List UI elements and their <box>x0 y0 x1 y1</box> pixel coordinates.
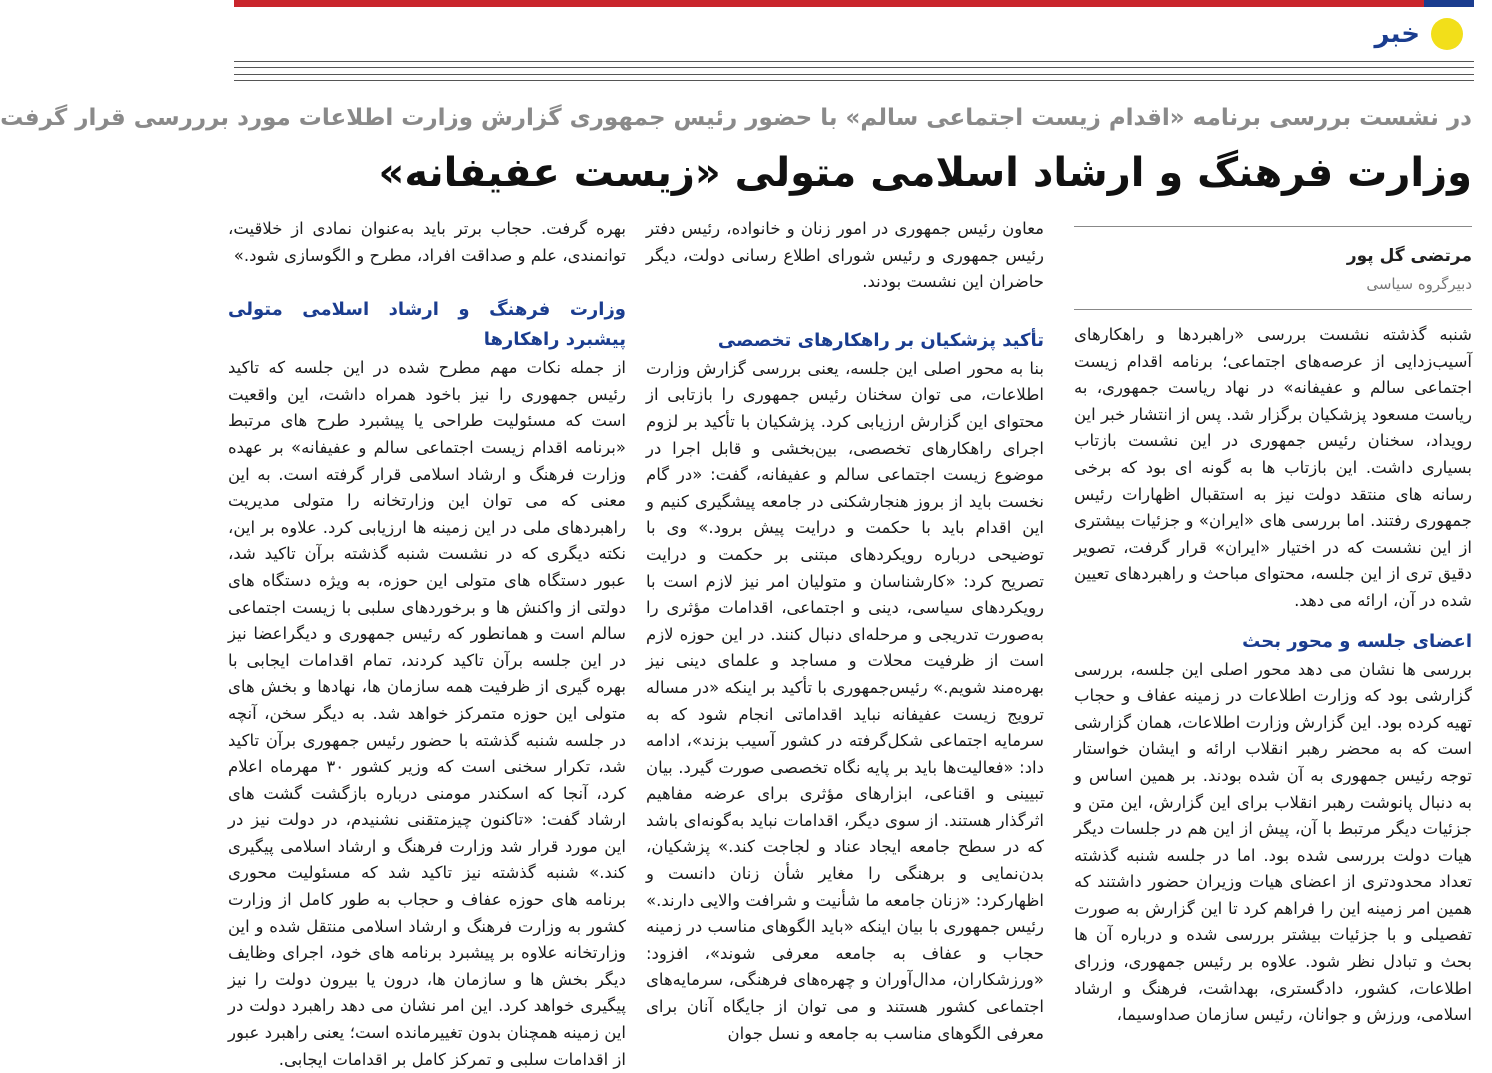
header-rule <box>234 80 1474 81</box>
paragraph: شنبه گذشته نشست بررسی «راهبردها و راهکارهای آسیب‌زدایی از عرصه‌های اجتماعی؛ برنامه اقدام زیست اجتماعی سالم و عفیفانه» در نهاد ریاست جمهوری، به ریاست مسعود پزشکیان برگزار شد. پس از انتشار خبر این رویداد، سخنان رئیس جمهوری در این نشست بازتاب بسیاری داشت. این بازتاب ها به گونه ای بود که برخی رسانه های منتقد دولت نیز به استقبال اظهارات رئیس جمهوری رفتند. اما بررسی های «ایران» و جزئیات بیشتری از این نشست که در اختیار «ایران» قرار گرفت، تصویر دقیق تری از این جلسه، محتوای مباحث و راهبردهای تعیین شده در آن، ارائه می دهد. <box>1074 325 1472 610</box>
column-middle <box>646 216 1044 1046</box>
author-name: مرتضی گل پور <box>1346 246 1472 266</box>
top-color-bar-blue <box>1424 0 1474 7</box>
section-dot-icon <box>1431 18 1463 50</box>
section-label: خبر <box>1374 19 1420 49</box>
header-rule <box>234 61 1474 62</box>
paragraph: بهره گرفت. حجاب برتر باید به‌عنوان نمادی از خلاقیت، توانمندی، علم و صداقت افراد، مطرح و الگوسازی شود.» <box>228 219 626 265</box>
author-role: دبیرگروه سیاسی <box>1366 275 1472 293</box>
paragraph: معاون رئیس جمهوری در امور زنان و خانواده، رئیس دفتر رئیس جمهوری و رئیس شورای اطلاع رسانی دولت، دیگر حاضران این نشست بودند. <box>646 219 1044 292</box>
header-rule <box>234 67 1474 68</box>
subheading: وزارت فرهنگ و ارشاد اسلامی متولی پیشبرد راهکارها <box>228 299 626 351</box>
top-color-bar <box>234 0 1424 7</box>
paragraph: بررسی ها نشان می دهد محور اصلی این جلسه، بررسی گزارشی بود که وزارت اطلاعات در زمینه عفاف و حجاب تهیه کرده بود. این گزارش وزارت اطلاعات، همان گزارشی است که به محضر رهبر انقلاب ارائه و ایشان خواستار توجه رئیس جمهوری به آن شده بودند. بر همین اساس و به دنبال پانوشت رهبر انقلاب برای این گزارش، این متن و جزئیات دیگر مرتبط با آن، پیش از این هم در جلسات دیگر هیات دولت بررسی شده بود. اما در جلسه شنبه گذشته تعداد محدودتری از اعضای هیات وزیران حضور داشتند که همین امر زمینه این را فراهم کرد تا این گزارش به صورت تفصیلی و با جزئیات بیشتر بررسی شده و درباره آن ها بحث و تبادل نظر شود. علاوه بر رئیس جمهوری، وزرای اطلاعات، کشور، دادگستری، بهداشت، فرهنگ و ارشاد اسلامی، ورزش و جوانان، رئیس سازمان صداوسیما، <box>1074 659 1472 1025</box>
subheading: اعضای جلسه و محور بحث <box>1242 630 1472 652</box>
paragraph: از جمله نکات مهم مطرح شده در این جلسه که تاکید رئیس جمهوری را نیز باخود همراه داشت، این واقعیت است که مسئولیت طراحی یا پیشبرد طرح های مرتبط «برنامه اقدام زیست اجتماعی سالم و عفیفانه» بر عهده وزارت فرهنگ و ارشاد اسلامی قرار گرفته است. به این معنی که می توان این وزارتخانه را متولی مدیریت راهبردهای ملی در این زمینه ها ارزیابی کرد. علاوه بر این، نکته دیگری که در نشست شنبه گذشته برآن تاکید شد، عبور دستگاه های متولی این حوزه، به ویژه دستگاه های دولتی از واکنش ها و برخوردهای سلبی با زیست اجتماعی سالم است و همانطور که رئیس جمهوری و دیگراعضا نیز در این جلسه برآن تاکید کردند، تمام اقدامات ایجابی با بهره گیری از ظرفیت همه سازمان ها، نهادها و بخش های متولی این حوزه متمرکز خواهد شد. به دیگر سخن، آنچه در جلسه شنبه گذشته با حضور رئیس جمهوری برآن تاکید شد، تکرار سخنی است که وزیر کشور ۳۰ مهرماه اعلام کرد، آنجا که اسکندر مومنی درباره بازگشت گشت های ارشاد گفت: «تاکنون چیزمتقنی نشنیدم، در دولت نیز در این مورد قرار شد وزارت فرهنگ و ارشاد اسلامی پیگیری کند.» شنبه گذشته نیز تاکید شد که مسئولیت محوری برنامه های حوزه عفاف و حجاب به طور کامل از وزارت کشور به وزارت فرهنگ و ارشاد اسلامی منتقل شده و این وزارتخانه علاوه بر پیشبرد برنامه های خود، اجرای وظایف دیگر بخش ها و سازمان ها، درون یا بیرون دولت را نیز پیگیری خواهد کرد. این امر نشان می دهد راهبرد دولت در این زمینه همچنان بدون تغییرمانده است؛ یعنی راهبرد عبور از اقدامات سلبی و تمرکز کامل بر اقدامات ایجابی. <box>228 358 626 1069</box>
paragraph: بنا به محور اصلی این جلسه، یعنی بررسی گزارش وزارت اطلاعات، می توان سخنان رئیس جمهوری را بازتابی از محتوای این گزارش ارزیابی کرد. پزشکیان با تأکید بر لزوم اجرای راهکارهای تخصصی، بین‌بخشی و قابل اجرا در موضوع زیست اجتماعی سالم و عفیفانه، گفت: «در گام نخست باید از بروز هنجارشکنی در جامعه پیشگیری کنیم و این اقدام باید با حکمت و درایت پیش برود.» وی با توضیحی درباره رویکردهای مبتنی بر حکمت و درایت تصریح کرد: «کارشناسان و متولیان امر نیز لازم است با رویکردهای سیاسی، دینی و اجتماعی، اقدامات مؤثری را به‌صورت تدریجی و مرحله‌ای دنبال کنند. در این حوزه لازم است از ظرفیت محلات و مساجد و علمای دینی نیز بهره‌مند شویم.» رئیس‌جمهوری با تأکید بر اینکه «در مساله ترویج زیست عفیفانه نباید اقداماتی انجام شود که به سرمایه اجتماعی شکل‌گرفته در کشور آسیب بزند»، ادامه داد: «فعالیت‌ها باید بر پایه نگاه تخصصی صورت گیرد. بیان تبیینی و اقناعی، ابزارهای مؤثری برای عرضه مفاهیم اثرگذار هستند. از سوی دیگر، اقدامات نباید به‌گونه‌ای باشد که در سطح جامعه ایجاد عناد و لجاجت کند.» پزشکیان، بدن‌نمایی و برهنگی را مغایر شأن زنان دانست و اظهارکرد: «زنان جامعه ما شأنیت و شرافت والایی دارند.» رئیس جمهوری با بیان اینکه «باید الگوهای مناسب در زمینه حجاب و عفاف به جامعه معرفی شوند»، افزود: «ورزشکاران، مدال‌آوران و چهره‌های فرهنگی، سرمایه‌های اجتماعی کشور هستند و می توان از جایگاه آنان برای معرفی الگوهای مناسب به جامعه و نسل جوان <box>646 358 1044 1043</box>
subheading: تأکید پزشکیان بر راهکارهای تخصصی <box>717 329 1044 351</box>
article-supertitle: در نشست بررسی برنامه «اقدام زیست اجتماعی سالم» با حضور رئیس جمهوری گزارش وزارت اطلاعات مورد برررسی قرار گرفت <box>0 105 1472 131</box>
article-headline: وزارت فرهنگ و ارشاد اسلامی متولی «زیست عفیفانه» <box>378 150 1472 196</box>
header-rule <box>234 74 1474 75</box>
author-box <box>1074 226 1472 310</box>
column-right <box>1074 216 1472 1046</box>
column-left <box>228 216 626 1069</box>
